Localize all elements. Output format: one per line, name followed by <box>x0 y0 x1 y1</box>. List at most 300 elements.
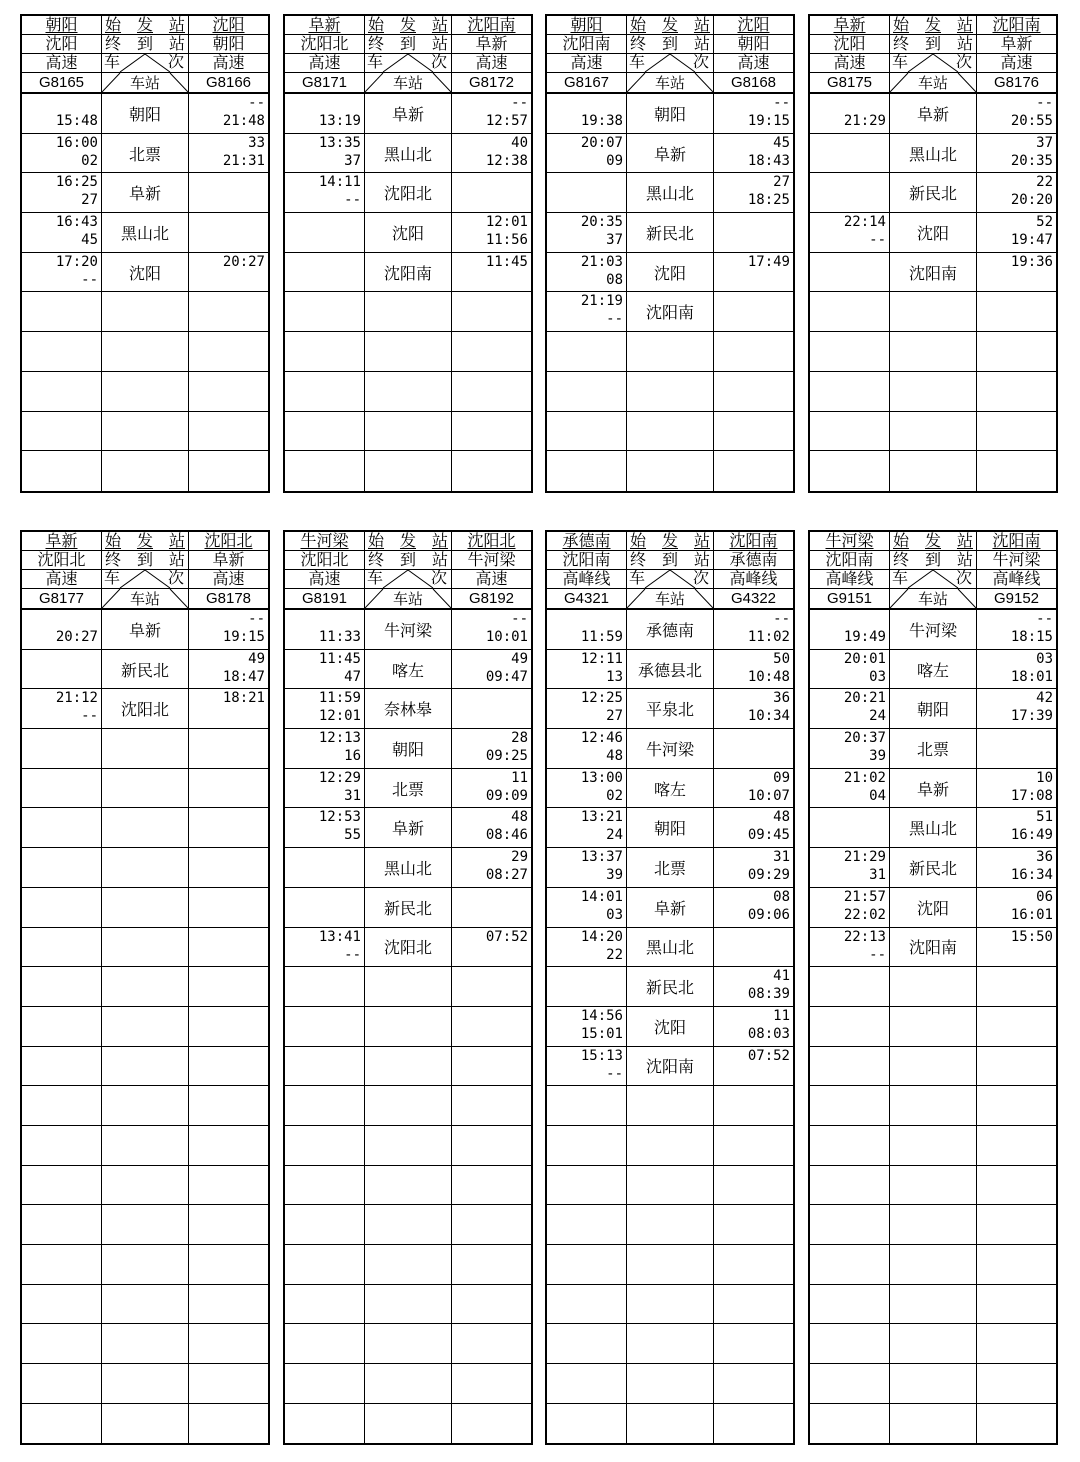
station-rows <box>22 94 268 491</box>
right-time-upper: 29 <box>511 849 528 866</box>
right-times-cell <box>977 213 1056 252</box>
right-time-upper: 41 <box>773 968 790 985</box>
station-name: 喀左 <box>890 650 977 689</box>
left-times-cell <box>810 1205 890 1244</box>
right-time-lower: 08:39 <box>747 986 790 1003</box>
right-time-lower: 20:55 <box>1010 113 1053 129</box>
right-train-number: G8166 <box>205 74 252 91</box>
left-time-upper: 12:11 <box>580 650 623 667</box>
right-origin: 沈阳南 <box>992 16 1041 34</box>
station-row <box>285 332 531 372</box>
timetable-card <box>283 14 533 493</box>
station-row <box>22 1086 268 1126</box>
left-times-cell <box>547 292 627 331</box>
left-times-cell <box>285 332 365 371</box>
right-times-cell <box>977 808 1056 847</box>
station-name: 朝阳 <box>627 808 714 847</box>
station-name: 黑山北 <box>627 928 714 967</box>
station-row <box>285 888 531 928</box>
right-time-lower: 18:01 <box>1010 668 1053 685</box>
left-times-cell <box>285 888 365 927</box>
station-name <box>890 1324 977 1363</box>
left-times-cell <box>22 372 102 411</box>
right-time-upper: 33 <box>248 134 265 151</box>
station-name <box>365 332 452 371</box>
left-times-cell <box>810 769 890 808</box>
station-row <box>22 1047 268 1087</box>
train-label-left: 车 <box>629 570 646 587</box>
right-train-number: G4322 <box>730 590 777 607</box>
left-train-number: G8167 <box>547 73 627 92</box>
left-times-cell <box>285 1285 365 1324</box>
left-times-cell <box>285 848 365 887</box>
left-train-type: 高速 <box>547 54 627 72</box>
left-time-upper: 12:46 <box>580 730 623 747</box>
left-times-cell <box>547 1166 627 1205</box>
station-name: 承德县北 <box>627 650 714 689</box>
left-time-lower: 22 <box>606 946 623 963</box>
station-row <box>22 1285 268 1325</box>
left-train-type: 高速 <box>22 570 102 588</box>
right-times-cell <box>452 1086 531 1125</box>
right-times-cell <box>452 412 531 451</box>
right-times-cell <box>452 332 531 371</box>
left-times-cell <box>285 253 365 292</box>
origin-label: 始 发 站 <box>627 16 714 34</box>
origin-label: 始 发 站 <box>890 532 977 550</box>
origin-row <box>810 16 1056 35</box>
right-times-cell <box>977 173 1056 212</box>
station-name <box>102 808 189 847</box>
right-times-cell <box>189 888 268 927</box>
left-time-upper: 12:53 <box>318 809 361 826</box>
right-times-cell <box>714 134 793 173</box>
station-row <box>22 729 268 769</box>
right-times-cell <box>452 928 531 967</box>
right-time-lower: 21:31 <box>222 152 265 169</box>
left-times-cell <box>22 412 102 451</box>
station-row <box>810 253 1056 293</box>
station-name: 阜新 <box>890 94 977 133</box>
right-time-upper: 40 <box>511 134 528 151</box>
left-terminal: 沈阳北 <box>22 551 102 569</box>
right-time-lower: 10:48 <box>747 668 790 685</box>
station-name <box>365 412 452 451</box>
station-name: 沈阳南 <box>627 292 714 331</box>
station-name <box>627 1324 714 1363</box>
station-rows <box>810 610 1056 1443</box>
right-time-upper: 11 <box>511 769 528 786</box>
right-time-upper: 07:52 <box>485 928 528 945</box>
left-times-cell <box>547 1285 627 1324</box>
station-name <box>365 372 452 411</box>
station-row <box>547 1126 793 1166</box>
right-times-cell <box>452 173 531 212</box>
left-time-lower: 48 <box>606 748 623 765</box>
right-times-cell <box>452 689 531 728</box>
station-label: 车站 <box>654 590 685 608</box>
station-name: 新民北 <box>365 888 452 927</box>
station-name <box>890 1245 977 1284</box>
right-times-cell <box>714 928 793 967</box>
right-times-cell <box>714 769 793 808</box>
left-time-lower: -- <box>344 946 361 963</box>
right-times-cell <box>452 451 531 491</box>
station-row <box>547 173 793 213</box>
station-row <box>810 94 1056 134</box>
station-row <box>810 1166 1056 1206</box>
train-label-right: 次 <box>167 570 184 587</box>
right-times-cell <box>714 332 793 371</box>
terminal-row <box>285 35 531 54</box>
right-time-upper: 31 <box>773 849 790 866</box>
station-name: 新民北 <box>627 967 714 1006</box>
station-row <box>547 888 793 928</box>
right-time-lower: 12:57 <box>485 113 528 129</box>
right-time-lower: 09:09 <box>485 787 528 804</box>
station-row <box>810 967 1056 1007</box>
origin-label: 始 发 站 <box>102 532 189 550</box>
right-times-cell <box>189 689 268 728</box>
right-times-cell <box>189 1324 268 1363</box>
station-row <box>285 848 531 888</box>
left-train-number: G8171 <box>285 73 365 92</box>
right-time-lower: 19:15 <box>747 113 790 129</box>
left-time-upper: 20:07 <box>580 134 623 151</box>
station-row <box>547 94 793 134</box>
right-time-lower: 10:34 <box>747 708 790 725</box>
right-times-cell <box>714 1245 793 1284</box>
left-times-cell <box>547 888 627 927</box>
right-time-upper: -- <box>1036 95 1053 111</box>
right-times-cell <box>189 253 268 292</box>
station-name: 沈阳南 <box>627 1047 714 1086</box>
left-times-cell <box>810 650 890 689</box>
left-time-upper: 20:37 <box>843 730 886 747</box>
station-row <box>810 1285 1056 1325</box>
station-name: 阜新 <box>627 134 714 173</box>
left-time-lower: 02 <box>606 787 623 804</box>
station-name: 沈阳南 <box>890 253 977 292</box>
station-row <box>810 729 1056 769</box>
station-row <box>547 451 793 491</box>
type-row <box>22 570 268 589</box>
station-name <box>102 372 189 411</box>
right-times-cell <box>714 292 793 331</box>
station-name <box>627 451 714 491</box>
station-row <box>547 292 793 332</box>
right-train-type: 高速 <box>737 54 770 72</box>
station-row <box>285 1324 531 1364</box>
station-name <box>365 1007 452 1046</box>
station-rows <box>22 610 268 1443</box>
right-times-cell <box>189 769 268 808</box>
station-row <box>547 928 793 968</box>
train-label-right: 次 <box>167 54 184 71</box>
station-name: 沈阳北 <box>365 173 452 212</box>
left-times-cell <box>547 1126 627 1165</box>
station-name: 北票 <box>627 848 714 887</box>
station-row <box>810 1047 1056 1087</box>
left-train-number: G9151 <box>810 589 890 608</box>
station-row <box>22 173 268 213</box>
right-time-lower: 08:27 <box>485 867 528 884</box>
station-name <box>627 372 714 411</box>
right-times-cell <box>452 1245 531 1284</box>
right-time-upper: -- <box>773 95 790 111</box>
train-label-right: 次 <box>430 54 447 71</box>
left-times-cell <box>22 1047 102 1086</box>
station-name <box>102 928 189 967</box>
left-times-cell <box>285 729 365 768</box>
station-name: 喀左 <box>365 650 452 689</box>
station-row <box>810 650 1056 690</box>
station-name <box>102 1404 189 1444</box>
station-name: 黑山北 <box>627 173 714 212</box>
right-train-type: 高速 <box>212 54 245 72</box>
left-time-lower: -- <box>81 708 98 725</box>
left-time-upper: 13:41 <box>318 928 361 945</box>
station-name: 沈阳 <box>102 253 189 292</box>
left-time-lower: 12:01 <box>318 708 361 725</box>
station-name: 牛河梁 <box>627 729 714 768</box>
origin-row <box>547 532 793 551</box>
station-row <box>22 213 268 253</box>
right-times-cell <box>977 292 1056 331</box>
left-origin: 牛河梁 <box>810 532 890 550</box>
station-rows <box>285 610 531 1443</box>
right-times-cell <box>452 1007 531 1046</box>
left-time-lower: 19:38 <box>580 113 623 129</box>
right-time-lower: 09:47 <box>485 668 528 685</box>
right-times-cell <box>189 1166 268 1205</box>
station-name <box>627 1245 714 1284</box>
right-origin: 沈阳南 <box>992 532 1041 550</box>
left-train-type: 高速 <box>810 54 890 72</box>
right-time-lower: 16:34 <box>1010 867 1053 884</box>
station-row <box>285 173 531 213</box>
right-time-upper: 22 <box>1036 174 1053 191</box>
left-terminal: 沈阳南 <box>810 551 890 569</box>
right-time-lower: 09:06 <box>747 906 790 923</box>
station-rows <box>285 94 531 491</box>
right-times-cell <box>977 1047 1056 1086</box>
right-times-cell <box>714 1047 793 1086</box>
left-time-lower: 39 <box>606 867 623 884</box>
left-times-cell <box>810 1166 890 1205</box>
left-origin: 阜新 <box>285 16 365 34</box>
left-time-lower: 11:59 <box>580 629 623 645</box>
station-row <box>285 1007 531 1047</box>
right-times-cell <box>977 1166 1056 1205</box>
station-row <box>22 253 268 293</box>
right-time-lower: 10:07 <box>747 787 790 804</box>
right-origin: 沈阳北 <box>204 532 253 550</box>
terminal-row <box>22 35 268 54</box>
station-rows <box>547 610 793 1443</box>
station-name <box>365 1324 452 1363</box>
station-name <box>102 1364 189 1403</box>
right-time-upper: 50 <box>773 650 790 667</box>
left-train-number: G8175 <box>810 73 890 92</box>
right-time-upper: 49 <box>511 650 528 667</box>
right-time-lower: 16:49 <box>1010 827 1053 844</box>
left-times-cell <box>285 967 365 1006</box>
left-time-upper: 17:20 <box>55 253 98 270</box>
station-name <box>890 967 977 1006</box>
left-time-lower: 24 <box>869 708 886 725</box>
left-times-cell <box>285 1086 365 1125</box>
station-name <box>627 1404 714 1444</box>
origin-row <box>547 16 793 35</box>
right-train-type: 高速 <box>212 570 245 588</box>
origin-row <box>22 532 268 551</box>
station-row <box>285 928 531 968</box>
right-time-lower: 18:47 <box>222 668 265 685</box>
station-name: 沈阳北 <box>365 928 452 967</box>
left-terminal: 沈阳南 <box>547 35 627 53</box>
train-label-right: 次 <box>430 570 447 587</box>
right-times-cell <box>452 769 531 808</box>
left-times-cell <box>285 134 365 173</box>
station-name: 黑山北 <box>365 848 452 887</box>
right-time-lower: 11:56 <box>485 232 528 249</box>
left-times-cell <box>285 1166 365 1205</box>
station-name: 新民北 <box>890 848 977 887</box>
station-row <box>810 808 1056 848</box>
left-times-cell <box>810 610 890 649</box>
station-name <box>102 1086 189 1125</box>
left-time-upper: 21:03 <box>580 253 623 270</box>
right-times-cell <box>714 253 793 292</box>
left-times-cell <box>285 1324 365 1363</box>
terminal-label: 终 到 站 <box>890 35 977 53</box>
left-time-lower: 55 <box>344 827 361 844</box>
left-time-upper: 20:01 <box>843 650 886 667</box>
station-row <box>285 94 531 134</box>
left-time-lower: 03 <box>869 668 886 685</box>
left-times-cell <box>285 610 365 649</box>
terminal-label: 终 到 站 <box>890 551 977 569</box>
origin-row <box>285 532 531 551</box>
right-times-cell <box>714 650 793 689</box>
right-train-type: 高速 <box>1000 54 1033 72</box>
left-times-cell <box>810 412 890 451</box>
left-time-upper: 14:01 <box>580 888 623 905</box>
right-origin: 沈阳北 <box>467 532 516 550</box>
timetable-card <box>545 14 795 493</box>
left-times-cell <box>547 808 627 847</box>
terminal-label: 终 到 站 <box>365 551 452 569</box>
right-time-upper: 11 <box>773 1007 790 1024</box>
right-times-cell <box>714 808 793 847</box>
right-times-cell <box>189 134 268 173</box>
type-row <box>547 54 793 73</box>
station-row <box>285 1364 531 1404</box>
left-times-cell <box>22 451 102 491</box>
left-terminal: 沈阳北 <box>285 35 365 53</box>
right-times-cell <box>452 1364 531 1403</box>
right-times-cell <box>452 610 531 649</box>
right-time-upper: 17:49 <box>747 253 790 270</box>
right-times-cell <box>977 412 1056 451</box>
left-times-cell <box>22 1166 102 1205</box>
terminal-row <box>547 551 793 570</box>
left-times-cell <box>547 1047 627 1086</box>
right-times-cell <box>714 888 793 927</box>
right-times-cell <box>452 808 531 847</box>
station-name: 黑山北 <box>890 808 977 847</box>
right-times-cell <box>189 173 268 212</box>
left-times-cell <box>810 94 890 133</box>
left-origin: 阜新 <box>22 532 102 550</box>
station-name <box>890 292 977 331</box>
station-row <box>547 808 793 848</box>
station-row <box>22 372 268 412</box>
station-row <box>547 689 793 729</box>
right-time-upper: -- <box>511 95 528 111</box>
right-times-cell <box>977 729 1056 768</box>
left-times-cell <box>810 808 890 847</box>
left-train-number: G4321 <box>547 589 627 608</box>
right-times-cell <box>977 94 1056 133</box>
right-times-cell <box>452 213 531 252</box>
train-station-diagonal-header <box>627 54 714 72</box>
left-times-cell <box>810 173 890 212</box>
right-time-lower: 08:46 <box>485 827 528 844</box>
right-time-upper: -- <box>1036 611 1053 627</box>
station-name <box>627 332 714 371</box>
train-label-left: 车 <box>892 54 909 71</box>
station-name <box>102 1166 189 1205</box>
station-name <box>890 1166 977 1205</box>
left-time-upper: 12:29 <box>318 769 361 786</box>
station-header <box>627 73 714 92</box>
right-times-cell <box>452 848 531 887</box>
right-times-cell <box>452 134 531 173</box>
right-time-upper: 49 <box>248 650 265 667</box>
terminal-row <box>285 551 531 570</box>
station-header <box>102 589 189 608</box>
left-times-cell <box>22 650 102 689</box>
left-times-cell <box>22 173 102 212</box>
right-times-cell <box>977 689 1056 728</box>
station-row <box>285 1047 531 1087</box>
station-name <box>365 1364 452 1403</box>
station-name <box>365 1166 452 1205</box>
right-times-cell <box>977 848 1056 887</box>
train-station-diagonal-header <box>365 54 452 72</box>
left-times-cell <box>547 769 627 808</box>
station-rows <box>810 94 1056 491</box>
right-time-upper: 20:27 <box>222 253 265 270</box>
station-name: 沈阳 <box>365 213 452 252</box>
right-times-cell <box>977 1007 1056 1046</box>
right-times-cell <box>189 928 268 967</box>
left-times-cell <box>22 292 102 331</box>
station-name: 新民北 <box>102 650 189 689</box>
right-train-type: 高速 <box>475 54 508 72</box>
left-times-cell <box>547 610 627 649</box>
station-name <box>365 451 452 491</box>
left-times-cell <box>22 1086 102 1125</box>
right-terminal: 朝阳 <box>737 35 770 53</box>
right-times-cell <box>452 372 531 411</box>
station-header <box>102 73 189 92</box>
right-time-lower: 18:43 <box>747 152 790 169</box>
station-row <box>810 848 1056 888</box>
station-row <box>810 173 1056 213</box>
